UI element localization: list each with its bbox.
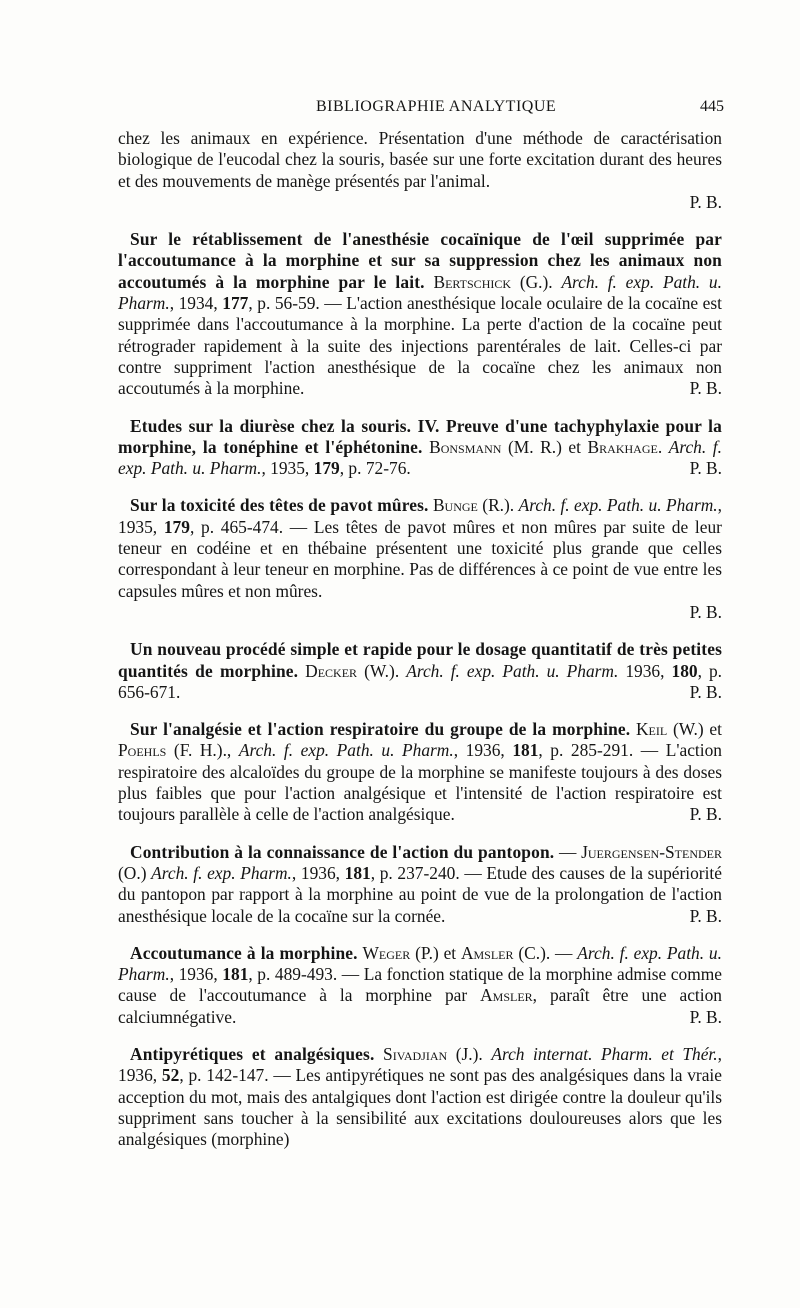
entry-signature: P. B.: [689, 458, 722, 479]
entry-title: Antipyrétiques et analgésiques.: [130, 1043, 375, 1064]
entry-dash: —: [559, 841, 577, 862]
entry-signature: P. B.: [689, 191, 722, 212]
entry-author-initials: (P.) et: [415, 942, 457, 963]
page-number: 445: [700, 98, 724, 115]
entry-volume: 177: [222, 293, 249, 314]
entry-volume: 181: [222, 964, 249, 985]
entry-journal: Arch. f. exp. Path. u. Pharm.: [118, 436, 722, 479]
entry-signature: P. B.: [689, 1006, 722, 1027]
entry-signature: P. B.: [689, 804, 722, 825]
entry-volume: 181: [512, 740, 539, 761]
entry-author-initials: (M. R.) et: [507, 436, 581, 457]
entry-pages: , p. 656-671.: [118, 660, 722, 702]
entry-abstract: Les têtes de pavot mûres et non mûres par suite de leur teneur en codéine et en thébaine présentent une toxicité plus grande que celles correspondant à leur teneur en morphine. Pas de différences à ce point de vue entre les capsules mûres et non mûres.: [118, 516, 722, 601]
entry-year: , 1935,: [261, 458, 310, 479]
entry-title: Accoutumance à la morphine.: [130, 942, 358, 963]
entry-author-initials-2: (F. H.).,: [173, 740, 232, 761]
entry-author-1: Keil: [636, 719, 668, 740]
entry-abstract: Les antipyrétiques ne sont pas des analgésiques dans la vraie acception du mot, mais des antalgiques dont l'action est dirigée contre la douleur qu'ils suppriment sans toucher à la sensibilité aux excitations douloureuses alors que les analgésiques (morphine): [118, 1065, 722, 1150]
entry-signature: P. B.: [689, 601, 722, 622]
entry-abstract: Etude des causes de la supériorité du pantopon par rapport à la morphine au point de vue de la prolongation de l'action anesthésique locale de la cocaïne sur la cornée.: [118, 862, 722, 926]
entry-title: Etudes sur la diurèse chez la souris. IV. Preuve d'une tachyphylaxie pour la morphine, la tonéphine et l'éphétonine.: [118, 415, 722, 457]
entry-journal: Arch. f. exp. Path. u. Pharm.: [118, 271, 722, 314]
entry-year: 1936,: [625, 660, 665, 681]
entry-signature: P. B.: [689, 378, 722, 399]
entry-decker: [118, 639, 722, 703]
entry-keil: [118, 719, 722, 825]
entry-abstract-end: , paraît être une action calciumnégative.: [118, 985, 722, 1027]
entry-journal: Arch. f. exp. Path. u. Pharm.: [406, 660, 619, 681]
entry-continued: [118, 128, 722, 213]
entry-abstract: La fonction statique de la morphine admise comme cause de l'accoutumance à la morphine par: [118, 964, 722, 1006]
entry-year: , 1936,: [169, 964, 218, 985]
entry-year: , 1936,: [453, 740, 505, 761]
entry-sivadjian: [118, 1044, 722, 1150]
entry-author-1: Weger: [362, 942, 411, 963]
entry-author-initials: (W.).: [364, 660, 400, 681]
entry-volume: 52: [161, 1065, 180, 1086]
entry-journal: Arch. f. exp. Path. u. Pharm.: [118, 942, 722, 985]
entry-pages: , p. 72-76.: [339, 458, 411, 479]
entry-pages: , p. 285-291. —: [538, 740, 659, 761]
entry-journal: Arch. f. exp. Path. u. Pharm.: [238, 740, 454, 761]
entry-juergensen: [118, 842, 722, 927]
running-head: [0, 98, 800, 122]
entry-volume: 180: [671, 660, 698, 681]
entry-author-1: Bonsmann: [429, 436, 502, 457]
entry-journal: Arch. f. exp. Pharm.: [151, 862, 292, 883]
entry-bertschick: [118, 229, 722, 399]
entry-title: Un nouveau procédé simple et rapide pour le dosage quantitatif de très petites quantités de morphine.: [118, 639, 722, 681]
entry-year: , 1936,: [118, 1043, 722, 1086]
entry-title: Sur la toxicité des têtes de pavot mûres.: [130, 495, 429, 516]
entry-author: Juergensen-Stender: [581, 841, 722, 862]
entry-text: chez les animaux en expérience. Présentation d'une méthode de caractérisation biologique de l'eucodal chez la souris, basée sur une forte excitation durant des heures et des mouvements de manège présentés par l'animal.: [118, 128, 722, 191]
entry-bunge: [118, 495, 722, 623]
entry-author: Bunge: [432, 495, 478, 516]
entry-bonsmann: Etudes sur la diurèse chez la souris. IV. Preuve d'une tachyphylaxie pour la morphine, la tonéphine et l'éphétonine. Bonsmann (M. R.) et Brakhage. Arch. f. exp. Path. u. Pharm., 1935, 179, p. 72-76. P. B.: [118, 415, 722, 479]
entry-journal: Arch. f. exp. Path. u. Pharm.: [518, 495, 718, 516]
entry-author: Decker: [305, 660, 358, 681]
entry-author: Sivadjian: [383, 1043, 448, 1064]
entry-signature: P. B.: [689, 681, 722, 702]
entry-author-initials: (R.).: [482, 495, 515, 516]
entry-author-initials: (O.): [118, 862, 147, 883]
entry-abstract: L'action respiratoire des alcaloïdes du groupe de la morphine se manifeste toujours à des doses plus faibles que pour l'action analgésique et l'intensité de l'action respiratoire est toujours parallèle à celle de l'action analgésique.: [118, 740, 722, 825]
entry-volume: 179: [313, 458, 340, 479]
entry-author-2: Amsler: [460, 942, 514, 963]
entry-year: , 1936,: [291, 862, 340, 883]
entry-title: Contribution à la connaissance de l'action du pantopon.: [130, 841, 555, 862]
entry-author-initials-2: (C.). —: [518, 942, 573, 963]
entry-journal: Arch internat. Pharm. et Thér.: [491, 1043, 718, 1064]
entry-pages: , p. 465-474. —: [189, 516, 308, 537]
entry-pages: , p. 237-240. —: [370, 862, 482, 883]
entry-title: Sur l'analgésie et l'action respiratoire du groupe de la morphine.: [130, 719, 631, 740]
running-title: BIBLIOGRAPHIE ANALYTIQUE: [316, 98, 557, 115]
entry-pages: , p. 142-147. —: [179, 1065, 291, 1086]
entry-author: Bertschick: [433, 271, 512, 292]
entry-author-initials: (W.) et: [672, 719, 722, 740]
entry-title: Sur le rétablissement de l'anesthésie cocaïnique de l'œil supprimée par l'accoutumance à la morphine et sur sa suppression chez les animaux non accoutumés à la morphine par le lait.: [118, 229, 722, 292]
entry-weger: [118, 943, 722, 1028]
entry-author-2: Poehls: [118, 740, 167, 761]
entry-year: , 1934,: [169, 293, 218, 314]
entry-signature: P. B.: [689, 905, 722, 926]
entry-pages: , p. 489-493. —: [248, 964, 360, 985]
entry-volume: 179: [163, 516, 190, 537]
entry-author-initials: (G.).: [519, 271, 553, 292]
entry-author-2: Brakhage: [587, 436, 658, 457]
entry-abstract-author: Amsler: [480, 985, 533, 1006]
entry-year: , 1935,: [118, 495, 722, 537]
entry-volume: 181: [344, 862, 371, 883]
entry-pages: , p. 56-59. —: [248, 293, 342, 314]
page-body: [118, 128, 722, 1166]
entry-abstract: L'action anesthésique locale oculaire de la cocaïne est supprimée dans l'accoutumance à la morphine. La perte d'action de la cocaïne peut rétrograder rapidement à la suite des injections parentérales de lait. Celles-ci par contre suppriment l'action anesthésique de la cocaïne chez les animaux non accoutumés à la morphine.: [118, 293, 722, 399]
entry-author-initials: (J.).: [455, 1043, 483, 1064]
